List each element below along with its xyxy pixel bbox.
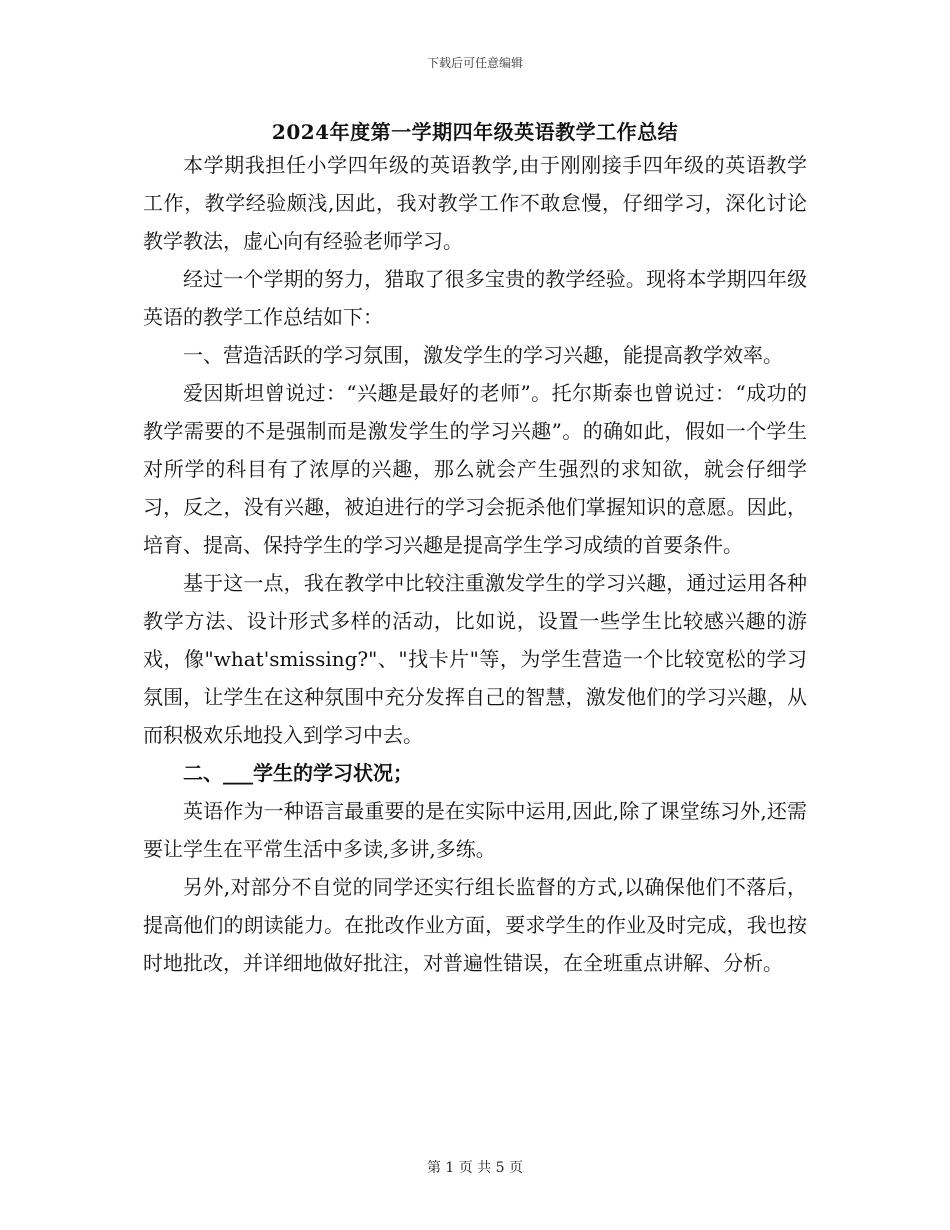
paragraph-supervision: 另外,对部分不自觉的同学还实行组长监督的方式,以确保他们不落后，提高他们的朗读能力。在批改作业方面，要求学生的作业及时完成，我也按时地批改，并详细地做好批注，对普遍性错误，在全班重点讲解、分析。: [143, 875, 807, 975]
page-number: 第 1 页 共 5 页: [426, 1160, 524, 1176]
document-title: 2024年度第一学期四年级英语教学工作总结: [271, 120, 679, 144]
header-note: 下载后可任意编辑: [426, 56, 523, 70]
paragraph-intro: 本学期我担任小学四年级的英语教学,由于刚刚接手四年级的英语教学工作，教学经验颇浅,因此，我对教学工作不敢怠慢，仔细学习，深化讨论教学教法，虚心向有经验老师学习。: [143, 153, 807, 253]
paragraph-teaching-methods: 基于这一点，我在教学中比较注重激发学生的学习兴趣，通过运用各种教学方法、设计形式多样的活动，比如说，设置一些学生比较感兴趣的游戏，像"what'smissing?"、"找卡片"等，为学生营造一个比较宽松的学习氛围，让学生在这种氛围中充分发挥自己的智慧，激发他们的学习兴趣，从而积极欢乐地投入到学习中去。: [143, 571, 807, 747]
section-heading-2: 二、___学生的学习状况；: [183, 761, 413, 785]
paragraph-summary-lead: 经过一个学期的努力，猎取了很多宝贵的教学经验。现将本学期四年级英语的教学工作总结如下：: [143, 267, 807, 329]
paragraph-interest-quote: 爱因斯坦曾说过：“兴趣是最好的老师”。托尔斯泰也曾说过：“成功的教学需要的不是强制而是激发学生的学习兴趣”。的确如此，假如一个学生对所学的科目有了浓厚的兴趣，那么就会产生强烈的求知欲，就会仔细学习，反之，没有兴趣，被迫进行的学习会扼杀他们掌握知识的意愿。因此，培育、提高、保持学生的学习兴趣是提高学生学习成绩的首要条件。: [143, 381, 807, 557]
paragraph-language-practice: 英语作为一种语言最重要的是在实际中运用,因此,除了课堂练习外,还需要让学生在平常生活中多读,多讲,多练。: [143, 799, 807, 861]
document-body: [143, 146, 807, 982]
section-heading-1: 一、营造活跃的学习氛围，激发学生的学习兴趣，能提高教学效率。: [183, 343, 783, 367]
